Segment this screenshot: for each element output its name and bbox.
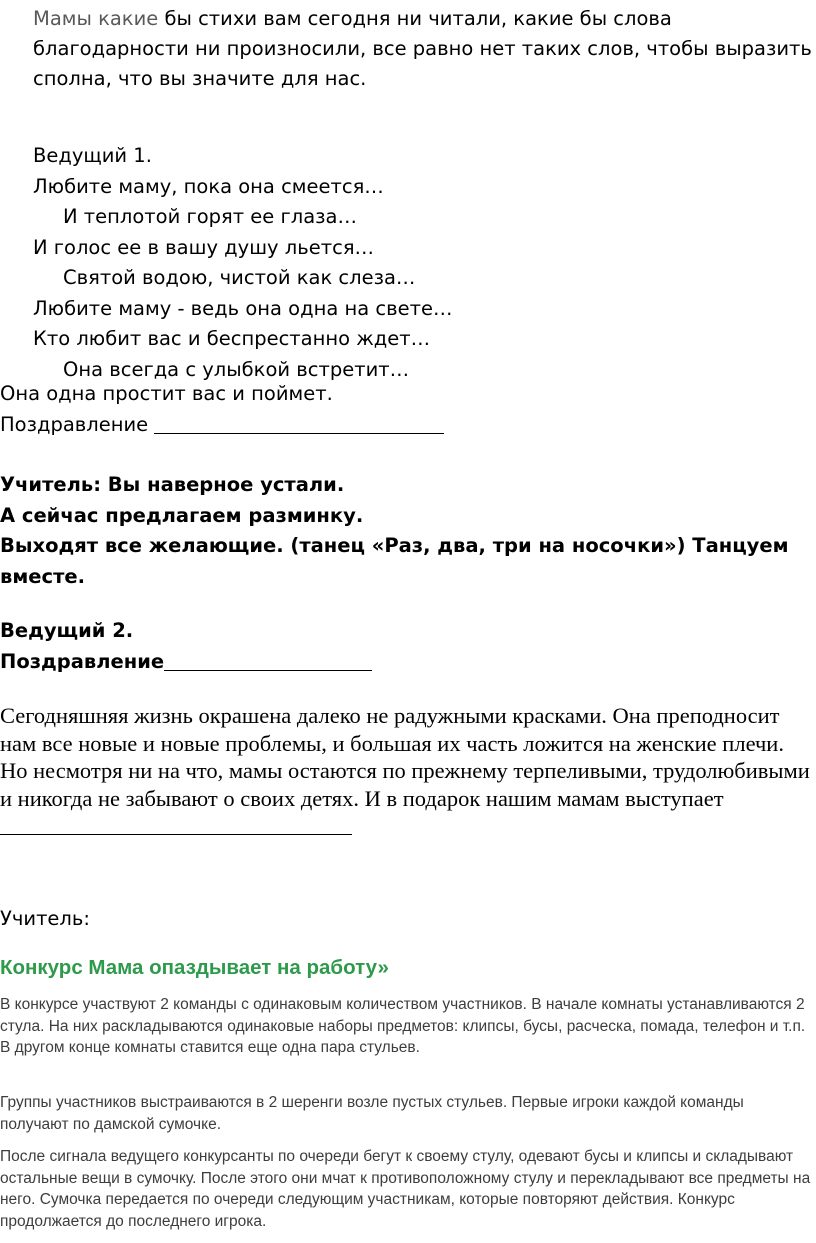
poem-line: Кто любит вас и беспрестанно ждет… (33, 327, 431, 350)
intro-text: бы стихи вам сегодня ни читали, какие бы слова благодарности ни произносили, все равно нет таких слов, чтобы выразить сполна, что вы значите для нас. (33, 7, 812, 90)
contest-paragraph: Группы участников выстраиваются в 2 шеренги возле пустых стульев. Первые игроки каждой команды получают по дамской сумочке. (0, 1094, 744, 1133)
poem-closing-line: Она одна простит вас и поймет. (0, 382, 333, 405)
host1-congrats-line (0, 410, 444, 441)
teacher-warmup-block (0, 470, 789, 592)
host1-closing-block (0, 379, 444, 440)
teacher-line: А сейчас предлагаем разминку. (0, 503, 364, 527)
contest-title: Конкурс Мама опаздывает на работу» (0, 956, 389, 979)
teacher-label-block (0, 904, 90, 935)
congrats-label: Поздравление (0, 649, 165, 673)
congrats-blank-line (164, 648, 372, 671)
host1-label: Ведущий 1. (33, 144, 152, 167)
teacher-line: Выходят все желающие. (танец «Раз, два, три на носочки») Танцуем (0, 534, 789, 557)
intro-paragraph (33, 4, 813, 94)
poem-line: Она всегда с улыбкой встретит… (63, 357, 410, 381)
mothers-paragraph (0, 702, 812, 840)
poem-line: Любите маму - ведь она одна на свете… (33, 296, 453, 320)
congrats-label: Поздравление (0, 412, 155, 436)
poem-line: Любите маму, пока она смеется… (33, 174, 384, 198)
teacher-line: вместе. (0, 564, 85, 588)
contest-paragraph: После сигнала ведущего конкурсанты по очереди бегут к своему стулу, одевают бусы и клипсы и складывают остальные вещи в сумочку. После этого они мчат к противоположному стулу и перекладывают все предметы на него. Сумочка передается по очереди следующим участникам, которые повторяют действия. Конкурс продолжается до последнего игрока. (0, 1148, 811, 1230)
host2-block (0, 616, 372, 677)
performer-blank-line (0, 814, 352, 835)
congrats-blank-line (154, 411, 444, 434)
host1-poem-block (33, 141, 452, 385)
mothers-paragraph-text: Сегодняшняя жизнь окрашена далеко не радужными красками. Она преподносит нам все новые и новые проблемы, и большая их часть ложится на женские плечи. Но несмотря ни на что, мамы остаются по прежнему терпеливыми, трудолюбивыми и никогда не забывают о своих детях. И в подарок нашим мамам выступает (0, 703, 810, 811)
contest-paragraph: В конкурсе участвуют 2 команды с одинаковым количеством участников. В начале комнаты устанавливаются 2 стула. На них раскладываются одинаковые наборы предметов: клипсы, бусы, расческа, помада, телефон и т.п. В другом конце комнаты ставится еще одна пара стульев. (0, 996, 806, 1056)
host2-label: Ведущий 2. (0, 619, 134, 642)
poem-line: И теплотой горят ее глаза… (63, 205, 357, 228)
intro-lead-words: Мамы какие (33, 7, 159, 30)
teacher-label: Учитель: (0, 907, 90, 930)
poem-line: Святой водою, чистой как слеза… (63, 266, 416, 289)
host2-congrats-line (0, 647, 372, 678)
teacher-line: Учитель: Вы наверное устали. (0, 473, 345, 496)
poem-line: И голос ее в вашу душу льется… (33, 235, 375, 259)
